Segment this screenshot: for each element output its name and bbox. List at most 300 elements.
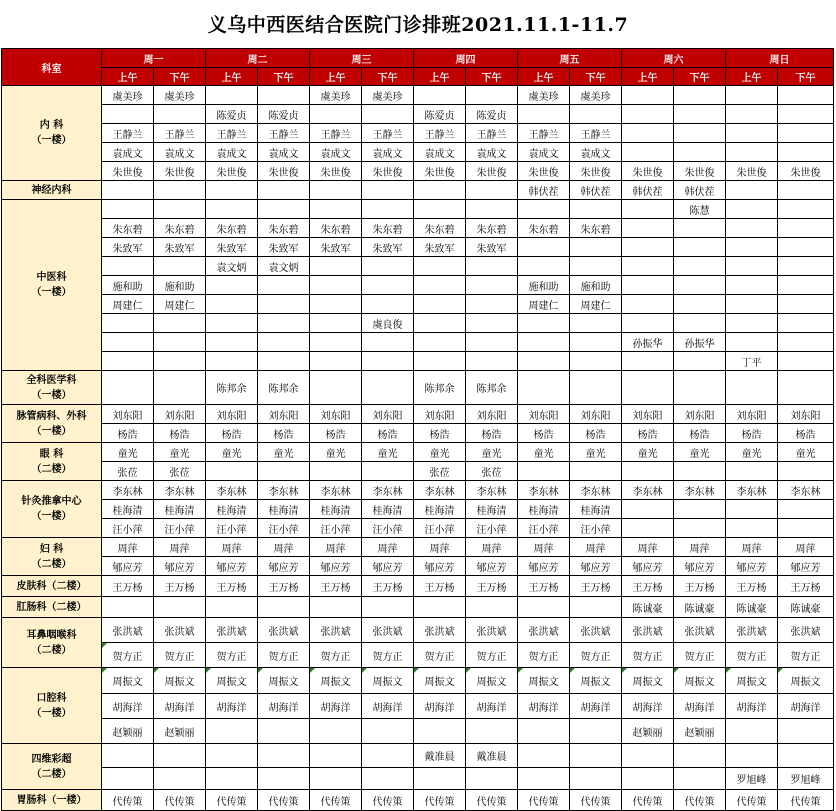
department-name-line: 四维彩超 [31, 753, 72, 765]
empty-cell [466, 352, 518, 371]
empty-cell [622, 295, 674, 314]
empty-cell [778, 500, 834, 519]
doctor-cell: 周萍 [674, 538, 726, 557]
doctor-cell: 王静兰 [518, 124, 570, 143]
doctor-cell: 陈爱贞 [466, 105, 518, 124]
am-header: 上午 [726, 68, 778, 86]
doctor-cell: 童光 [206, 443, 258, 462]
empty-cell [778, 519, 834, 538]
empty-cell [206, 462, 258, 481]
doctor-cell: 代传策 [154, 790, 206, 811]
doctor-cell: 周振文 [310, 668, 362, 694]
department-name-line: （一楼） [31, 287, 72, 298]
doctor-cell: 刘东阳 [466, 405, 518, 424]
empty-cell [414, 597, 466, 618]
doctor-cell: 童光 [102, 443, 154, 462]
day-header: 周六 [622, 49, 726, 68]
doctor-cell: 李东林 [206, 481, 258, 500]
department-name [2, 668, 102, 744]
department-name-line: 耳鼻咽喉科 [26, 629, 77, 641]
doctor-cell: 赵颖丽 [674, 719, 726, 744]
empty-cell [674, 257, 726, 276]
doctor-cell: 胡海洋 [310, 694, 362, 719]
doctor-cell: 王万杨 [778, 576, 834, 597]
empty-cell [778, 238, 834, 257]
empty-cell [674, 238, 726, 257]
department-name [2, 597, 102, 618]
doctor-cell: 周萍 [154, 538, 206, 557]
empty-cell [414, 86, 466, 105]
department-name [2, 405, 102, 443]
empty-cell [570, 314, 622, 333]
doctor-cell: 周萍 [310, 538, 362, 557]
doctor-cell: 汪小萍 [414, 519, 466, 538]
doctor-cell: 朱致军 [102, 238, 154, 257]
doctor-cell: 贺方正 [154, 643, 206, 668]
empty-cell [570, 352, 622, 371]
doctor-cell: 袁成文 [102, 143, 154, 162]
empty-cell [674, 314, 726, 333]
empty-cell [206, 181, 258, 200]
empty-cell [362, 352, 414, 371]
doctor-cell: 陈诚豪 [726, 597, 778, 618]
doctor-cell: 贺方正 [674, 643, 726, 668]
doctor-cell: 童光 [258, 443, 310, 462]
empty-cell [258, 462, 310, 481]
page-title: 义乌中西医结合医院门诊排班2021.11.1-11.7 [207, 14, 629, 36]
department-name-line: （一楼） [31, 425, 72, 437]
empty-cell [154, 314, 206, 333]
empty-cell [778, 314, 834, 333]
doctor-cell: 刘东阳 [570, 405, 622, 424]
doctor-cell: 王静兰 [154, 124, 206, 143]
empty-cell [362, 276, 414, 295]
empty-cell [674, 500, 726, 519]
doctor-cell: 陈爱贞 [414, 105, 466, 124]
doctor-cell: 郇应芳 [674, 557, 726, 576]
doctor-cell: 贺方正 [778, 643, 834, 668]
doctor-cell: 张莅 [102, 462, 154, 481]
doctor-cell: 周振文 [258, 668, 310, 694]
doctor-cell: 施和助 [154, 276, 206, 295]
doctor-cell: 虞良俊 [362, 314, 414, 333]
doctor-cell: 胡海洋 [154, 694, 206, 719]
doctor-cell: 童光 [362, 443, 414, 462]
doctor-cell: 韩伏茬 [622, 181, 674, 200]
pm-header: 下午 [362, 68, 414, 86]
doctor-cell: 朱世俊 [258, 162, 310, 181]
doctor-cell: 代传策 [726, 790, 778, 811]
doctor-cell: 李东林 [518, 481, 570, 500]
empty-cell [102, 371, 154, 405]
empty-cell [518, 719, 570, 744]
department-name-line: 全科医学科 [26, 374, 77, 386]
empty-cell [102, 352, 154, 371]
doctor-cell: 郇应芳 [102, 557, 154, 576]
doctor-cell: 代传策 [414, 790, 466, 811]
doctor-cell: 桂海清 [102, 500, 154, 519]
doctor-cell: 罗旭峰 [778, 768, 834, 790]
empty-cell [674, 352, 726, 371]
doctor-cell: 施和助 [570, 276, 622, 295]
doctor-cell: 周建仁 [570, 295, 622, 314]
empty-cell [362, 181, 414, 200]
doctor-cell: 贺方正 [518, 643, 570, 668]
department-name-line: 口腔科 [36, 692, 67, 704]
empty-cell [154, 744, 206, 768]
doctor-cell: 朱东碧 [258, 219, 310, 238]
doctor-cell: 汪小萍 [258, 519, 310, 538]
doctor-cell: 郇应芳 [518, 557, 570, 576]
doctor-cell: 陈邦余 [206, 371, 258, 405]
empty-cell [570, 371, 622, 405]
doctor-cell: 郇应芳 [726, 557, 778, 576]
empty-cell [570, 105, 622, 124]
doctor-cell: 周萍 [518, 538, 570, 557]
doctor-cell: 李东林 [414, 481, 466, 500]
doctor-cell: 孙振华 [674, 333, 726, 352]
empty-cell [154, 105, 206, 124]
doctor-cell: 李东林 [154, 481, 206, 500]
doctor-cell: 胡海洋 [570, 694, 622, 719]
pm-header: 下午 [674, 68, 726, 86]
doctor-cell: 王静兰 [570, 124, 622, 143]
department-name [2, 618, 102, 668]
doctor-cell: 桂海清 [154, 500, 206, 519]
doctor-cell: 贺方正 [466, 643, 518, 668]
empty-cell [362, 371, 414, 405]
doctor-cell: 朱致军 [154, 238, 206, 257]
doctor-cell: 袁成文 [206, 143, 258, 162]
doctor-cell: 贺方正 [102, 643, 154, 668]
department-name-line: （二楼） [31, 768, 72, 780]
department-name-line: 眼 科 [39, 448, 64, 460]
doctor-cell: 杨浩 [518, 424, 570, 443]
day-header: 周五 [518, 49, 622, 68]
doctor-cell: 代传策 [362, 790, 414, 811]
doctor-cell: 刘东阳 [622, 405, 674, 424]
empty-cell [362, 744, 414, 768]
empty-cell [310, 276, 362, 295]
doctor-cell: 赵颖丽 [622, 719, 674, 744]
empty-cell [622, 500, 674, 519]
empty-cell [362, 200, 414, 219]
department-name-line: （二楼） [31, 463, 72, 475]
doctor-cell: 罗旭峰 [726, 768, 778, 790]
doctor-cell: 周振文 [622, 668, 674, 694]
doctor-cell: 童光 [726, 443, 778, 462]
doctor-cell: 贺方正 [726, 643, 778, 668]
empty-cell [674, 86, 726, 105]
doctor-cell: 周振文 [414, 668, 466, 694]
doctor-cell: 胡海洋 [258, 694, 310, 719]
doctor-cell: 袁成文 [466, 143, 518, 162]
doctor-cell: 张洪斌 [778, 618, 834, 643]
empty-cell [674, 124, 726, 143]
doctor-cell: 施和助 [102, 276, 154, 295]
doctor-cell: 代传策 [310, 790, 362, 811]
empty-cell [570, 257, 622, 276]
day-header: 周四 [414, 49, 518, 68]
doctor-cell: 杨浩 [570, 424, 622, 443]
doctor-cell: 朱世俊 [778, 162, 834, 181]
day-header: 周二 [206, 49, 310, 68]
empty-cell [726, 519, 778, 538]
doctor-cell: 王静兰 [466, 124, 518, 143]
empty-cell [206, 200, 258, 219]
empty-cell [726, 105, 778, 124]
empty-cell [674, 371, 726, 405]
empty-cell [310, 371, 362, 405]
empty-cell [414, 257, 466, 276]
empty-cell [570, 333, 622, 352]
doctor-cell: 朱世俊 [674, 162, 726, 181]
empty-cell [258, 314, 310, 333]
doctor-cell: 韩伏茬 [518, 181, 570, 200]
doctor-cell: 胡海洋 [362, 694, 414, 719]
am-header: 上午 [414, 68, 466, 86]
doctor-cell: 朱世俊 [414, 162, 466, 181]
empty-cell [674, 768, 726, 790]
doctor-cell: 周萍 [102, 538, 154, 557]
empty-cell [726, 143, 778, 162]
empty-cell [570, 768, 622, 790]
doctor-cell: 刘东阳 [362, 405, 414, 424]
doctor-cell: 张洪斌 [518, 618, 570, 643]
empty-cell [206, 597, 258, 618]
doctor-cell: 虞美珍 [362, 86, 414, 105]
doctor-cell: 杨浩 [310, 424, 362, 443]
department-name [2, 538, 102, 576]
empty-cell [102, 200, 154, 219]
doctor-cell: 王万杨 [674, 576, 726, 597]
department-name-line: 皮肤科（二楼） [16, 580, 87, 592]
doctor-cell: 陈邦余 [414, 371, 466, 405]
empty-cell [258, 719, 310, 744]
am-header: 上午 [102, 68, 154, 86]
pm-header: 下午 [570, 68, 622, 86]
doctor-cell: 王静兰 [414, 124, 466, 143]
doctor-cell: 代传策 [466, 790, 518, 811]
empty-cell [726, 333, 778, 352]
doctor-cell: 胡海洋 [414, 694, 466, 719]
empty-cell [518, 105, 570, 124]
doctor-cell: 周振文 [778, 668, 834, 694]
empty-cell [258, 768, 310, 790]
department-name [2, 481, 102, 538]
doctor-cell: 朱东碧 [362, 219, 414, 238]
doctor-cell: 童光 [414, 443, 466, 462]
empty-cell [310, 744, 362, 768]
department-name-line: 肛肠科（二楼） [16, 601, 87, 613]
doctor-cell: 赵颖丽 [154, 719, 206, 744]
schedule-table [1, 48, 834, 811]
empty-cell [466, 276, 518, 295]
empty-cell [310, 719, 362, 744]
doctor-cell: 虞美珍 [310, 86, 362, 105]
doctor-cell: 童光 [674, 443, 726, 462]
empty-cell [570, 462, 622, 481]
doctor-cell: 刘东阳 [154, 405, 206, 424]
empty-cell [778, 371, 834, 405]
doctor-cell: 朱世俊 [466, 162, 518, 181]
doctor-cell: 杨浩 [778, 424, 834, 443]
empty-cell [622, 105, 674, 124]
empty-cell [154, 333, 206, 352]
empty-cell [414, 333, 466, 352]
doctor-cell: 王静兰 [258, 124, 310, 143]
doctor-cell: 袁成文 [154, 143, 206, 162]
doctor-cell: 周建仁 [154, 295, 206, 314]
doctor-cell: 代传策 [206, 790, 258, 811]
doctor-cell: 贺方正 [258, 643, 310, 668]
department-name [2, 371, 102, 405]
empty-cell [518, 333, 570, 352]
empty-cell [102, 181, 154, 200]
empty-cell [466, 719, 518, 744]
empty-cell [778, 86, 834, 105]
empty-cell [258, 181, 310, 200]
empty-cell [518, 314, 570, 333]
doctor-cell: 王万杨 [518, 576, 570, 597]
empty-cell [674, 276, 726, 295]
empty-cell [310, 314, 362, 333]
doctor-cell: 胡海洋 [518, 694, 570, 719]
doctor-cell: 代传策 [674, 790, 726, 811]
doctor-cell: 周振文 [206, 668, 258, 694]
empty-cell [154, 597, 206, 618]
doctor-cell: 王万杨 [726, 576, 778, 597]
doctor-cell: 郇应芳 [466, 557, 518, 576]
department-name [2, 181, 102, 200]
doctor-cell: 朱东碧 [206, 219, 258, 238]
doctor-cell: 郇应芳 [154, 557, 206, 576]
doctor-cell: 郇应芳 [414, 557, 466, 576]
doctor-cell: 童光 [310, 443, 362, 462]
empty-cell [102, 257, 154, 276]
doctor-cell: 虞美珍 [102, 86, 154, 105]
doctor-cell: 汪小萍 [518, 519, 570, 538]
empty-cell [310, 352, 362, 371]
doctor-cell: 袁成文 [518, 143, 570, 162]
empty-cell [154, 768, 206, 790]
doctor-cell: 周振文 [518, 668, 570, 694]
empty-cell [778, 257, 834, 276]
empty-cell [310, 333, 362, 352]
department-name-line: 中医科 [36, 272, 67, 283]
doctor-cell: 刘东阳 [258, 405, 310, 424]
am-header: 上午 [622, 68, 674, 86]
doctor-cell: 朱世俊 [310, 162, 362, 181]
doctor-cell: 陈慧 [674, 200, 726, 219]
doctor-cell: 袁成文 [258, 143, 310, 162]
empty-cell [102, 105, 154, 124]
doctor-cell: 周振文 [466, 668, 518, 694]
empty-cell [258, 86, 310, 105]
empty-cell [726, 295, 778, 314]
empty-cell [310, 200, 362, 219]
doctor-cell: 周萍 [362, 538, 414, 557]
doctor-cell: 周萍 [258, 538, 310, 557]
doctor-cell: 张洪斌 [102, 618, 154, 643]
empty-cell [466, 597, 518, 618]
doctor-cell: 刘东阳 [518, 405, 570, 424]
empty-cell [518, 597, 570, 618]
doctor-cell: 王万杨 [310, 576, 362, 597]
doctor-cell: 胡海洋 [102, 694, 154, 719]
doctor-cell: 周萍 [726, 538, 778, 557]
empty-cell [674, 462, 726, 481]
doctor-cell: 袁成文 [414, 143, 466, 162]
doctor-cell: 胡海洋 [778, 694, 834, 719]
empty-cell [206, 314, 258, 333]
empty-cell [414, 768, 466, 790]
department-name-line: 神经内科 [31, 184, 72, 196]
doctor-cell: 代传策 [258, 790, 310, 811]
doctor-cell: 郇应芳 [362, 557, 414, 576]
empty-cell [778, 124, 834, 143]
empty-cell [622, 257, 674, 276]
doctor-cell: 刘东阳 [674, 405, 726, 424]
doctor-cell: 王静兰 [362, 124, 414, 143]
doctor-cell: 张洪斌 [206, 618, 258, 643]
doctor-cell: 王万杨 [466, 576, 518, 597]
doctor-cell: 刘东阳 [102, 405, 154, 424]
doctor-cell: 王静兰 [310, 124, 362, 143]
doctor-cell: 王静兰 [102, 124, 154, 143]
doctor-cell: 汪小萍 [154, 519, 206, 538]
doctor-cell: 童光 [570, 443, 622, 462]
doctor-cell: 桂海清 [518, 500, 570, 519]
doctor-cell: 郇应芳 [206, 557, 258, 576]
doctor-cell: 桂海清 [570, 500, 622, 519]
doctor-cell: 李东林 [466, 481, 518, 500]
doctor-cell: 代传策 [778, 790, 834, 811]
doctor-cell: 袁文炳 [258, 257, 310, 276]
doctor-cell: 朱世俊 [206, 162, 258, 181]
doctor-cell: 朱致军 [206, 238, 258, 257]
empty-cell [570, 238, 622, 257]
doctor-cell: 周振文 [570, 668, 622, 694]
empty-cell [622, 200, 674, 219]
empty-cell [258, 200, 310, 219]
day-header: 周三 [310, 49, 414, 68]
doctor-cell: 王万杨 [622, 576, 674, 597]
doctor-cell: 刘东阳 [778, 405, 834, 424]
empty-cell [206, 295, 258, 314]
empty-cell [466, 257, 518, 276]
doctor-cell: 杨浩 [414, 424, 466, 443]
doctor-cell: 童光 [518, 443, 570, 462]
empty-cell [622, 352, 674, 371]
doctor-cell: 胡海洋 [622, 694, 674, 719]
doctor-cell: 王万杨 [102, 576, 154, 597]
doctor-cell: 汪小萍 [362, 519, 414, 538]
empty-cell [362, 295, 414, 314]
empty-cell [518, 768, 570, 790]
empty-cell [622, 744, 674, 768]
doctor-cell: 王万杨 [206, 576, 258, 597]
doctor-cell: 李东林 [726, 481, 778, 500]
empty-cell [310, 181, 362, 200]
empty-cell [102, 314, 154, 333]
empty-cell [466, 86, 518, 105]
doctor-cell: 张洪斌 [674, 618, 726, 643]
empty-cell [726, 181, 778, 200]
empty-cell [206, 86, 258, 105]
pm-header: 下午 [778, 68, 834, 86]
doctor-cell: 张洪斌 [258, 618, 310, 643]
